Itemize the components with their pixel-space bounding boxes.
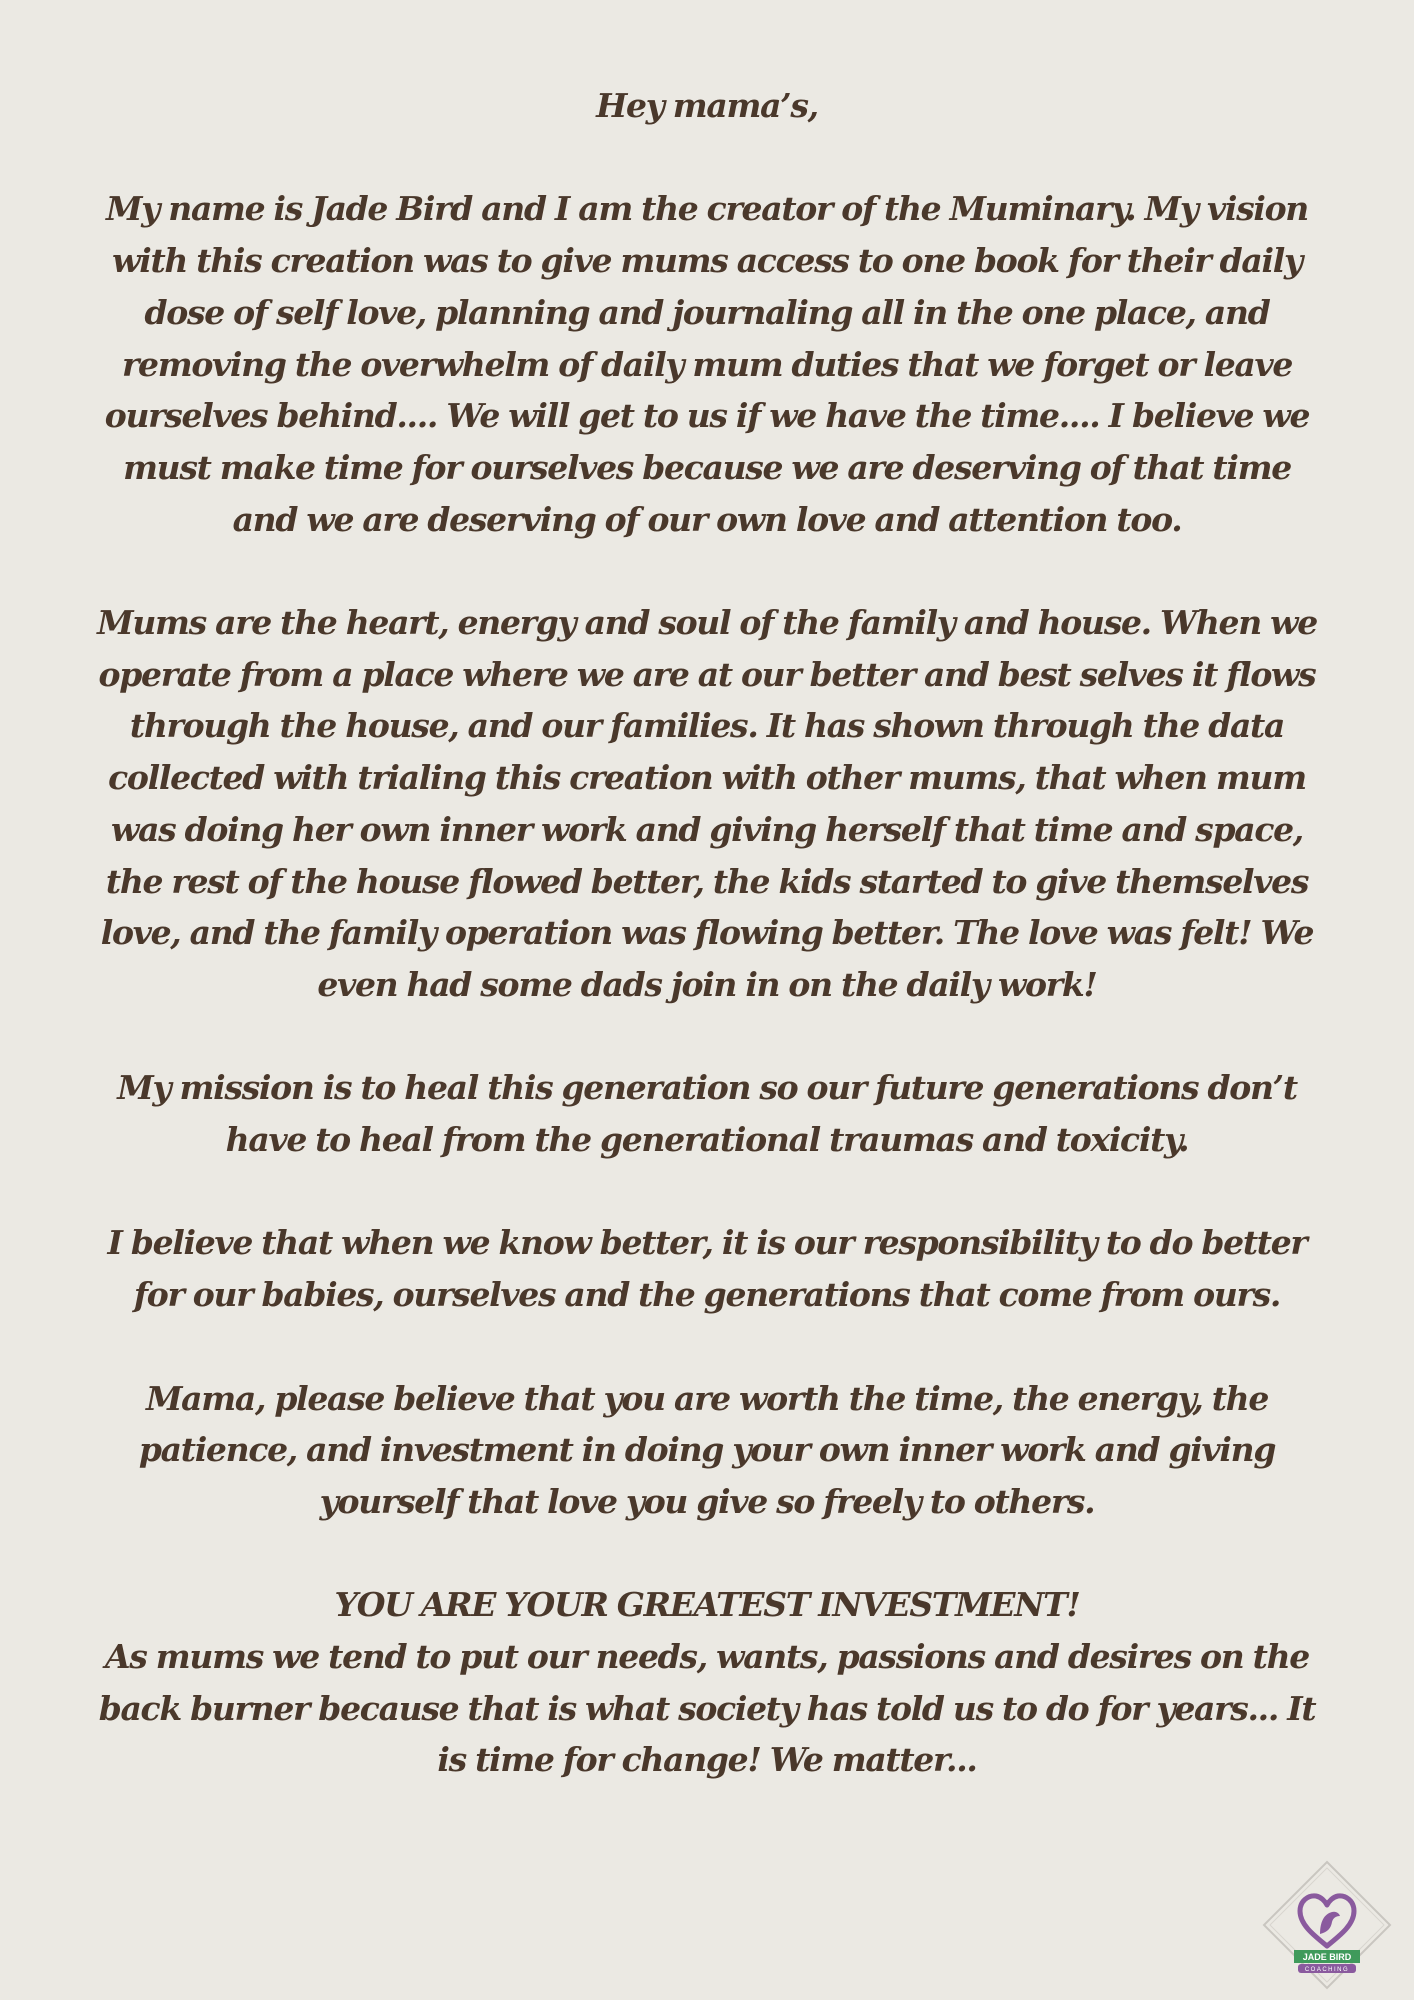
- bird-icon: [1320, 1912, 1340, 1934]
- greeting: Hey mama’s,: [596, 86, 818, 125]
- paragraph-gap: [90, 545, 1324, 597]
- paragraph-responsibility: I believe that when we know better, it is our responsibility to do better for our babies, ourselves and the generations that come from ours.: [107, 1223, 1307, 1315]
- paragraph-mission: My mission is to heal this generation so our future generations don’t have to heal from the generational traumas and toxicity.: [117, 1068, 1297, 1160]
- paragraph-gap: [90, 1011, 1324, 1063]
- paragraph-gap: [90, 1321, 1324, 1373]
- headline: YOU ARE YOUR GREATEST INVESTMENT!: [334, 1585, 1080, 1625]
- paragraph-vision: My name is Jade Bird and I am the creator of the Muminary. My vision with this creation was to give mums access to one book for their daily dose of self love, planning and journaling all in the one place, and removing the overwhelm of daily mum duties that we forget or leave ourselves behind.... We will get to us if we have the time.... I believe we must make time for ourselves because we are deserving of that time and we are deserving of our own love and attention too.: [104, 189, 1310, 539]
- letter-body: [90, 80, 1324, 1786]
- paragraph-change: As mums we tend to put our needs, wants, passions and desires on the back burner because that is what society has told us to do for years... It is time for change! We matter...: [98, 1637, 1316, 1780]
- paragraph-gap: [90, 132, 1324, 184]
- paragraph-gap: [90, 1166, 1324, 1218]
- paragraph-mums-heart: Mums are the heart, energy and soul of the family and house. When we operate from a place where we are at our better and best selves it flows through the house, and our families. It has shown through the data collected with trialing this creation with other mums, that when mum was doing her own inner work and giving herself that time and space, the rest of the house flowed better, the kids started to give themselves love, and the family operation was flowing better. The love was felt! We even had some dads join in on the daily work!: [97, 603, 1317, 1004]
- paragraph-gap: [90, 1528, 1324, 1580]
- jade-bird-logo: [1262, 1860, 1392, 1990]
- logo-tagline: COACHING: [1304, 1967, 1350, 1973]
- paragraph-worth: Mama, please believe that you are worth the time, the energy, the patience, and investment in doing your own inner work and giving yourself that love you give so freely to others.: [138, 1378, 1276, 1521]
- logo-name: JADE BIRD: [1302, 1952, 1352, 1962]
